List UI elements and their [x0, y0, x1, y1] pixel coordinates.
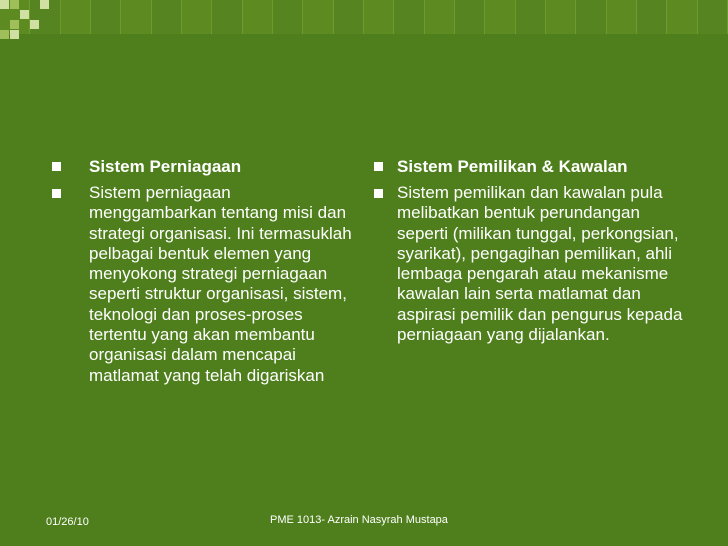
band-cell [334, 0, 364, 34]
band-cell [637, 0, 667, 34]
footer-date: 01/26/10 [46, 516, 89, 528]
band-cell [455, 0, 485, 34]
left-body: Sistem perniagaan menggambarkan tentang misi dan strategi organisasi. Ini termasuklah pelbagai bentuk elemen yang menyokong strategi perniagaan seperti struktur organisasi, sistem, teknologi dan proses-proses tertentu yang akan membantu organisasi dalam mencapai matlamat yang telah digariskan [89, 183, 352, 385]
band-cell [61, 0, 91, 34]
right-body: Sistem pemilikan dan kawalan pula melibatkan bentuk perundangan seperti (milikan tunggal, perkongsian, syarikat), pengagihan pemilikan, ahli lembaga pengarah atau mekanisme kawalan lain serta matlamat dan aspirasi pemilik dan pengurus kepada perniagaan yang dijalankan. [397, 183, 683, 345]
band-cell [91, 0, 121, 34]
band-cell [667, 0, 697, 34]
band-cell [576, 0, 606, 34]
band-cell [303, 0, 333, 34]
band-cell [273, 0, 303, 34]
bullet-item [374, 156, 684, 177]
checker-square [20, 10, 29, 19]
square-bullet-icon [52, 189, 61, 198]
bullet-item [374, 183, 684, 345]
checker-square [10, 20, 19, 29]
checker-square [0, 0, 9, 9]
band-cell [243, 0, 273, 34]
checker-square [40, 0, 49, 9]
checker-square [10, 30, 19, 39]
bullet-item [52, 156, 352, 177]
square-bullet-icon [52, 162, 61, 171]
header-band [0, 0, 728, 34]
band-cell [394, 0, 424, 34]
checker-square [30, 20, 39, 29]
right-column [374, 156, 684, 351]
left-title: Sistem Perniagaan [89, 157, 242, 176]
checker-square [0, 30, 9, 39]
band-cell [364, 0, 394, 34]
band-cell [698, 0, 728, 34]
square-bullet-icon [374, 189, 383, 198]
band-cell [212, 0, 242, 34]
bullet-item [52, 183, 352, 386]
left-column [52, 156, 352, 392]
band-cell [607, 0, 637, 34]
band-cell [152, 0, 182, 34]
decorative-checker-squares [0, 0, 52, 40]
band-cell [546, 0, 576, 34]
square-bullet-icon [374, 162, 383, 171]
band-cell [121, 0, 151, 34]
band-cell [182, 0, 212, 34]
band-cell [425, 0, 455, 34]
footer-title: PME 1013- Azrain Nasyrah Mustapa [270, 514, 448, 526]
band-cell [485, 0, 515, 34]
checker-square [10, 0, 19, 9]
band-cell [516, 0, 546, 34]
right-title: Sistem Pemilikan & Kawalan [397, 157, 628, 176]
